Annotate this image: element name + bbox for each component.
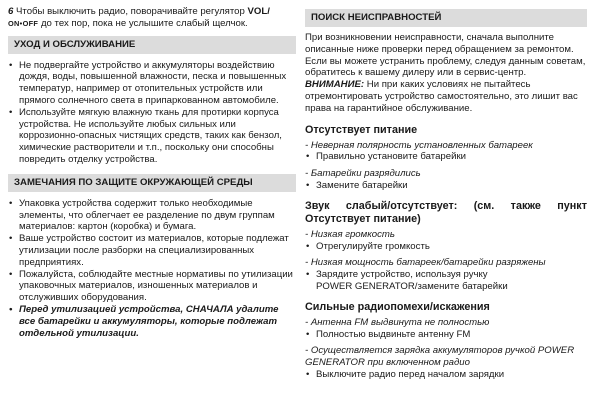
env-heading: ЗАМЕЧАНИЯ ПО ЗАЩИТЕ ОКРУЖАЮЩЕЙ СРЕДЫ: [8, 174, 296, 192]
sound-fix: • Отрегулируйте громкость: [305, 241, 587, 253]
right-column: [305, 6, 587, 381]
no-power-fix-list: [305, 180, 587, 192]
sound-fix-line2: POWER GENERATOR/замените батарейки: [316, 280, 508, 292]
env-item: • Пожалуйста, соблюдайте местные нормативы по утилизации упаковочных материалов, изношенных материалов и отслуживших оборудования.: [8, 269, 296, 304]
care-heading: УХОД И ОБСЛУЖИВАНИЕ: [8, 36, 296, 54]
step-number: 6: [8, 6, 14, 17]
trouble-intro: При возникновении неисправности, сначала выполните описанные ниже проверки перед обращением за ремонтом. Если вы можете устранить проблему, следуя данным советам, обратитесь к вашему дилеру или в сервис-центр.: [305, 32, 586, 79]
left-column: [8, 6, 296, 339]
interference-cause: - Антенна FM выдвинута не полностью: [305, 316, 490, 328]
sound-fix: [305, 269, 587, 293]
interference-heading: Сильные радиопомехи/искажения: [305, 300, 490, 313]
no-power-fix: • Правильно установите батарейки: [305, 151, 587, 163]
attention-text: Ни при каких условиях не пытайтесь отремонтировать устройство самостоятельно, это лишит вас права на гарантийное обслуживание.: [305, 79, 578, 114]
env-item: • Ваше устройство состоит из материалов, которые подлежат утилизации после разборки на специализированных предприятиях.: [8, 233, 296, 268]
sound-cause: - Низкая громкость: [305, 228, 395, 240]
no-power-cause: - Батарейки разрядились: [305, 168, 421, 180]
care-list: [8, 60, 296, 166]
no-power-heading: Отсутствует питание: [305, 123, 418, 136]
care-item: • Не подвергайте устройство и аккумуляторы воздействию дождя, воды, повышенной влажности, песка и повышенных температур, например от отопительных устройств или прямого солнечного света в припаркованном автомобиле.: [8, 60, 296, 107]
intro-pre: Чтобы выключить радио, поворачивайте регулятор: [16, 6, 245, 17]
interference-fix: • Полностью выдвиньте антенну FM: [305, 329, 587, 341]
intro-vol: VOL/: [247, 6, 270, 17]
env-list: [8, 198, 296, 340]
intro-post: до тех пор, пока не услышите слабый щелчок.: [40, 17, 248, 29]
env-warning: • Перед утилизацией устройства, СНАЧАЛА удалите все батарейки и аккумуляторы, которые подлежат отдельной утилизации.: [8, 304, 296, 339]
attention-label: ВНИМАНИЕ:: [305, 79, 365, 91]
no-power-fix: • Замените батарейки: [305, 180, 587, 192]
sound-heading: Звук слабый/отсутствует: (см. также пункт Отсутствует питание): [305, 199, 587, 225]
sound-fix-list: [305, 241, 587, 253]
interference-fix: • Выключите радио перед началом зарядки: [305, 369, 587, 381]
intro-onoff: ON•OFF: [8, 18, 39, 28]
interference-cause: - Осуществляется зарядка аккумуляторов ручкой POWER GENERATOR при включенном радио: [305, 345, 575, 369]
sound-fix-list: [305, 269, 587, 293]
interference-fix-list: [305, 369, 587, 381]
trouble-heading: ПОИСК НЕИСПРАВНОСТЕЙ: [305, 9, 587, 27]
interference-fix-list: [305, 329, 587, 341]
trouble-text: [305, 32, 587, 115]
sound-fix-line1: Зарядите устройство, используя ручку: [316, 269, 488, 281]
no-power-cause: - Неверная полярность установленных батареек: [305, 139, 533, 151]
sound-cause: - Низкая мощность батареек/батарейки разряжены: [305, 257, 546, 269]
no-power-fix-list: [305, 151, 587, 163]
env-item: • Упаковка устройства содержит только необходимые элементы, что облегчает ее разделение по двум группам материалов: картон (коробка) и бумага.: [8, 198, 296, 233]
intro-step: [8, 6, 296, 30]
care-item: • Используйте мягкую влажную ткань для протирки корпуса устройства. Не используйте любых сильных или коррозионно-опасных чистящих средств, таких как бензол, химические растворители и т.п., поскольку они способны повредить отделку устройства.: [8, 107, 296, 166]
